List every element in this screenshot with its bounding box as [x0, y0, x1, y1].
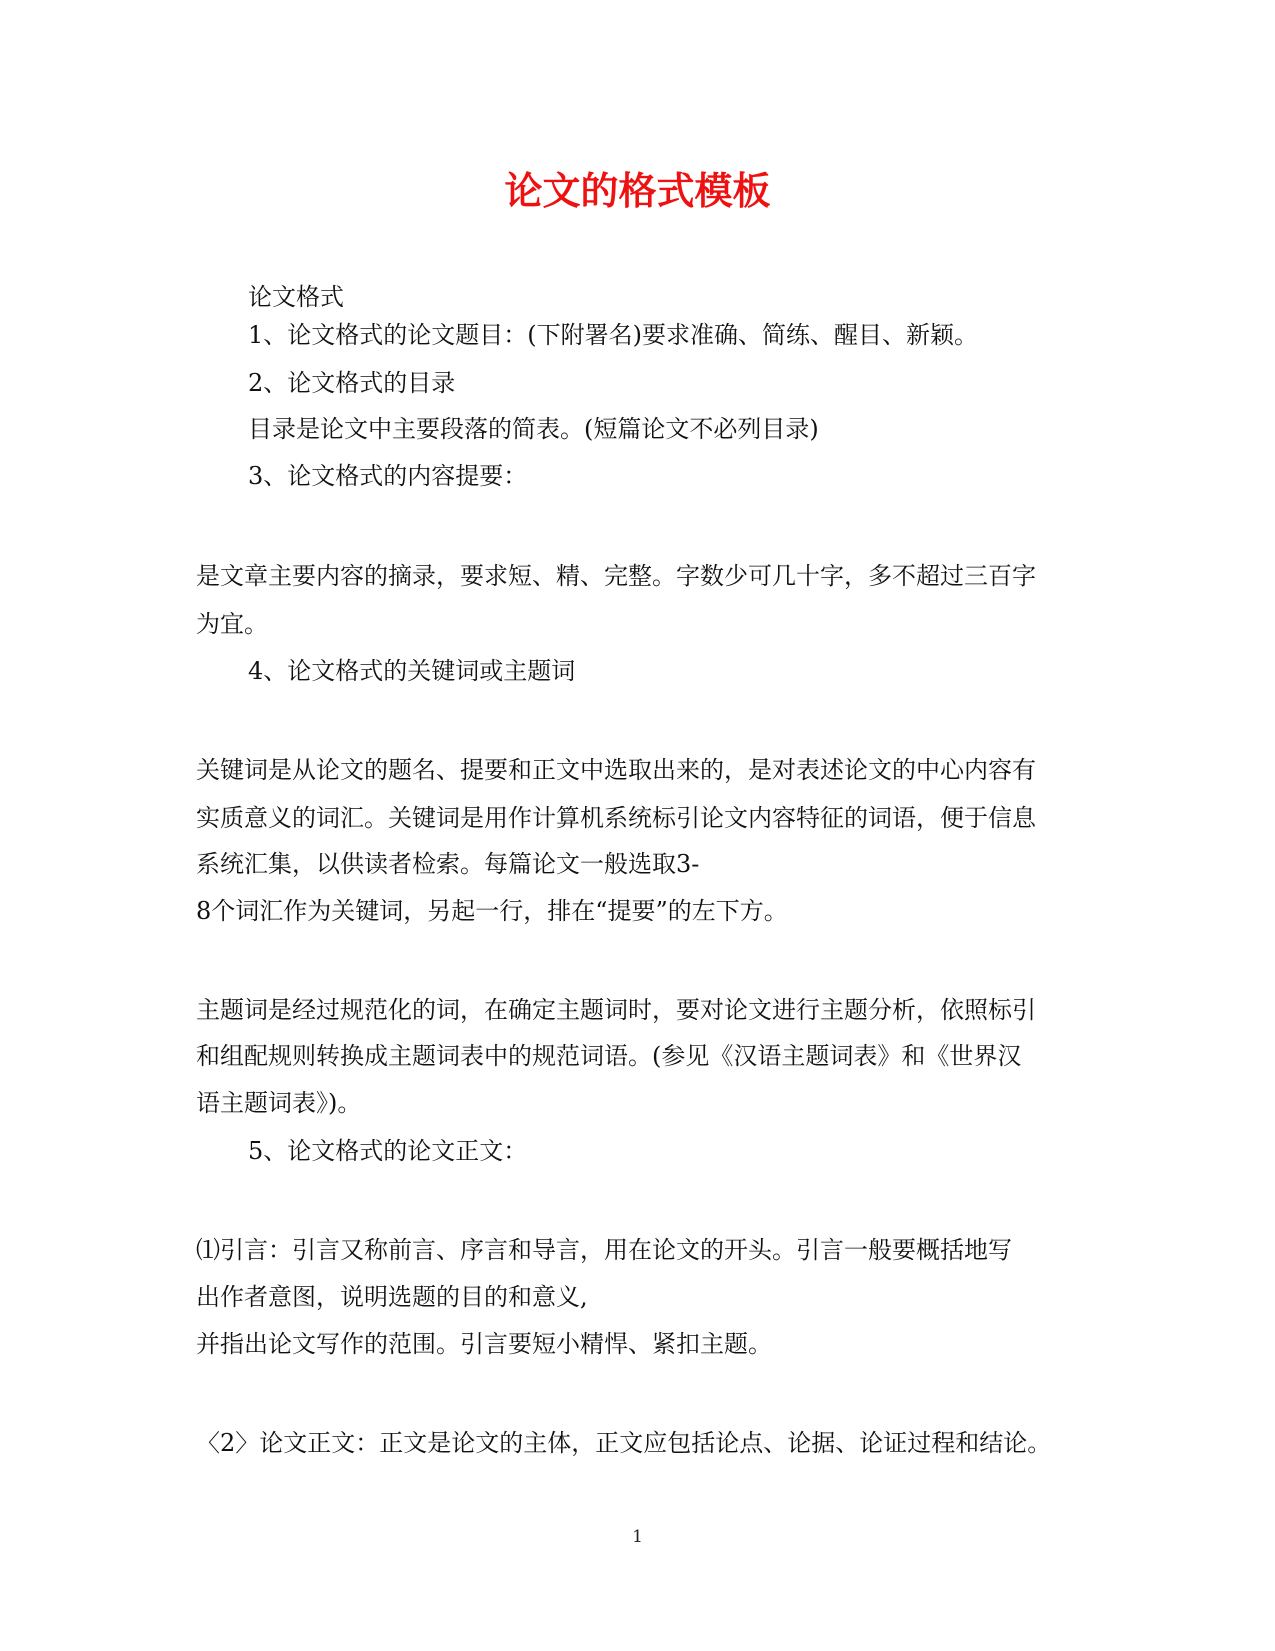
page-number: 1 [632, 1527, 643, 1547]
text-line: 和组配规则转换成主题词表中的规范词语。(参见《汉语主题词表》和《世界汉 [196, 1042, 1022, 1070]
text-line: 系统汇集，以供读者检索。每篇论文一般选取3- [196, 850, 700, 878]
text-line: 2、论文格式的目录 [248, 369, 456, 397]
text-line: 关键词是从论文的题名、提要和正文中选取出来的，是对表述论文的中心内容有 [196, 756, 1036, 784]
text-line: 目录是论文中主要段落的简表。(短篇论文不必列目录) [248, 415, 819, 443]
text-line: 出作者意图，说明选题的目的和意义, [196, 1283, 588, 1311]
text-line: 语主题词表》)。 [196, 1089, 362, 1117]
text-line: 1、论文格式的论文题目：(下附署名)要求准确、简练、醒目、新颖。 [248, 321, 978, 349]
text-line: 为宜。 [196, 610, 268, 638]
document-title: 论文的格式模板 [504, 168, 771, 213]
text-line: ⑴引言：引言又称前言、序言和导言，用在论文的开头。引言一般要概括地写 [196, 1236, 1012, 1264]
text-line: 4、论文格式的关键词或主题词 [248, 657, 576, 685]
text-line: 8个词汇作为关键词，另起一行，排在“提要”的左下方。 [196, 897, 788, 925]
text-line: 3、论文格式的内容提要： [248, 462, 528, 490]
text-line: 主题词是经过规范化的词，在确定主题词时，要对论文进行主题分析，依照标引 [196, 996, 1036, 1024]
text-line: 论文格式 [248, 283, 344, 311]
text-line: 并指出论文写作的范围。引言要短小精悍、紧扣主题。 [196, 1330, 772, 1358]
text-line: 〈2〉论文正文：正文是论文的主体，正文应包括论点、论据、论证过程和结论。 [196, 1429, 1052, 1457]
text-line: 实质意义的词汇。关键词是用作计算机系统标引论文内容特征的词语，便于信息 [196, 804, 1036, 832]
text-line: 5、论文格式的论文正文： [248, 1137, 528, 1165]
text-line: 是文章主要内容的摘录，要求短、精、完整。字数少可几十字，多不超过三百字 [196, 562, 1036, 590]
